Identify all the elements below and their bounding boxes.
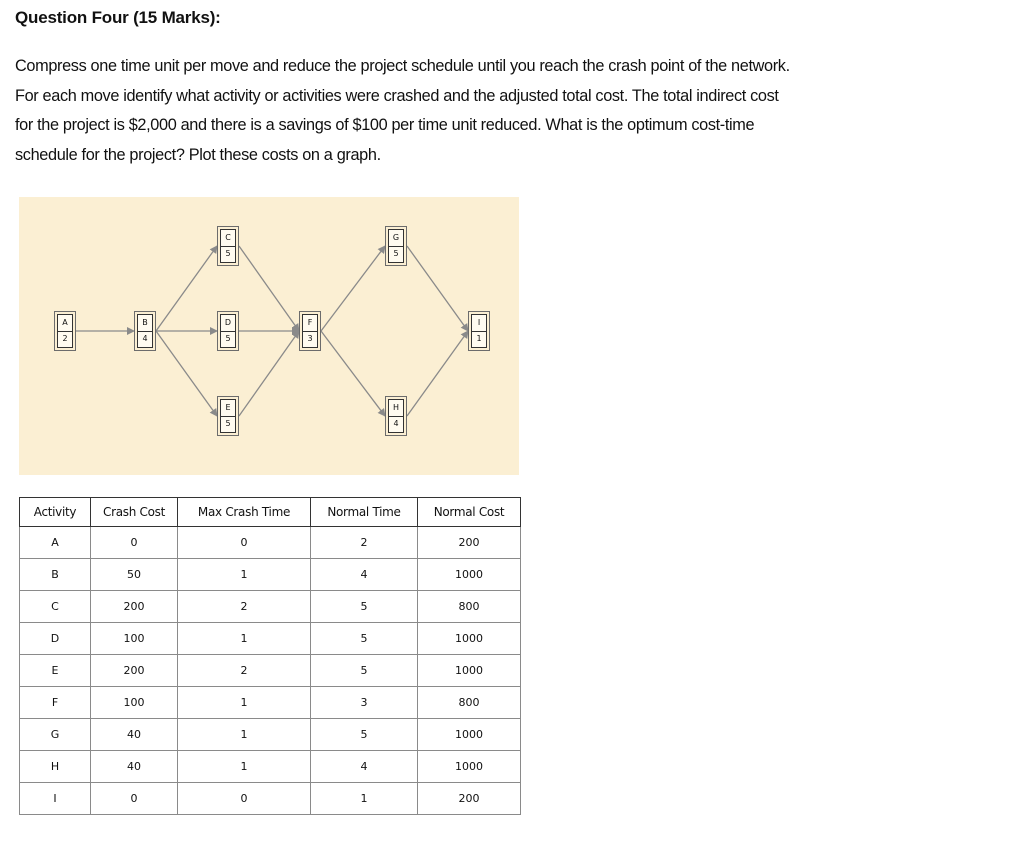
table-row [20,559,521,591]
activity-node-label: I [472,315,486,332]
table-cell: 5 [311,719,418,751]
table-cell: 1 [178,687,311,719]
table-cell: 0 [178,527,311,559]
table-row [20,527,521,559]
table-cell: 100 [91,623,178,655]
table-cell: 1000 [418,559,521,591]
column-header: Normal Time [311,498,418,527]
activity-node-duration: 2 [62,334,68,344]
network-arrow [407,331,468,416]
activity-node [388,229,404,263]
column-header: Max Crash Time [178,498,311,527]
table-cell: 200 [91,655,178,687]
table-cell: 1000 [418,719,521,751]
network-arrows [19,197,519,475]
table-cell: 1000 [418,751,521,783]
table-cell: 1 [178,623,311,655]
column-header: Normal Cost [418,498,521,527]
table-row [20,719,521,751]
table-cell: B [20,559,91,591]
activity-node-label: E [221,400,235,417]
network-arrow [156,331,217,416]
table-cell: F [20,687,91,719]
table-cell: 1 [178,559,311,591]
question-text [15,52,1015,170]
activity-node-label: G [389,230,403,247]
table-cell: 200 [91,591,178,623]
activity-node-label: B [138,315,152,332]
table-cell: 800 [418,591,521,623]
network-arrow [321,246,385,331]
activity-node-duration: 5 [393,249,399,259]
activity-cost-table [19,497,521,815]
table-cell: 4 [311,751,418,783]
activity-node-label: A [58,315,72,332]
column-header: Crash Cost [91,498,178,527]
activity-node [388,399,404,433]
table-cell: 1 [178,751,311,783]
table-cell: 0 [91,527,178,559]
table-row [20,623,521,655]
column-header: Activity [20,498,91,527]
activity-node-duration: 3 [307,334,313,344]
activity-node [137,314,153,348]
activity-node [57,314,73,348]
question-line: Compress one time unit per move and reduce the project schedule until you reach the crash point of the network. [15,57,790,75]
table-header-row [20,498,521,527]
table-cell: G [20,719,91,751]
table-cell: 1000 [418,623,521,655]
activity-node-label: C [221,230,235,247]
table-cell: A [20,527,91,559]
network-arrow [321,331,385,416]
activity-node [220,314,236,348]
table-cell: 0 [91,783,178,815]
table-cell: 40 [91,719,178,751]
activity-node-duration: 5 [225,419,231,429]
table-cell: C [20,591,91,623]
table-cell: I [20,783,91,815]
table-cell: 1 [178,719,311,751]
network-arrow [239,246,299,331]
activity-node-duration: 4 [142,334,148,344]
network-arrow [156,246,217,331]
activity-node [471,314,487,348]
question-line: for the project is $2,000 and there is a savings of $100 per time unit reduced. What is the optimum cost-time [15,116,755,134]
table-cell: 40 [91,751,178,783]
table-cell: 0 [178,783,311,815]
table-row [20,655,521,687]
table-cell: 2 [178,591,311,623]
table-cell: 200 [418,527,521,559]
table-row [20,751,521,783]
activity-node [302,314,318,348]
activity-node-label: D [221,315,235,332]
question-line: schedule for the project? Plot these costs on a graph. [15,145,381,164]
question-heading: Question Four (15 Marks): [15,8,221,27]
table-row [20,783,521,815]
table-cell: 1 [311,783,418,815]
table-cell: 5 [311,591,418,623]
table-row [20,591,521,623]
activity-node [220,229,236,263]
activity-node-duration: 1 [476,334,482,344]
table-cell: D [20,623,91,655]
table-cell: 200 [418,783,521,815]
table-cell: 50 [91,559,178,591]
network-arrow [407,246,468,331]
table-cell: E [20,655,91,687]
table-cell: 2 [178,655,311,687]
activity-node [220,399,236,433]
question-line: For each move identify what activity or activities were crashed and the adjusted total cost. The total indirect cost [15,86,779,105]
activity-node-label: F [303,315,317,332]
table-cell: 5 [311,623,418,655]
project-network-diagram [19,197,519,475]
table-cell: 1000 [418,655,521,687]
table-cell: 100 [91,687,178,719]
activity-node-duration: 5 [225,249,231,259]
network-arrow [239,331,299,416]
table-cell: 800 [418,687,521,719]
table-row [20,687,521,719]
table-cell: 4 [311,559,418,591]
activity-node-label: H [389,400,403,417]
activity-node-duration: 5 [225,334,231,344]
table-cell: H [20,751,91,783]
table-cell: 3 [311,687,418,719]
table-cell: 2 [311,527,418,559]
table-cell: 5 [311,655,418,687]
activity-node-duration: 4 [393,419,399,429]
